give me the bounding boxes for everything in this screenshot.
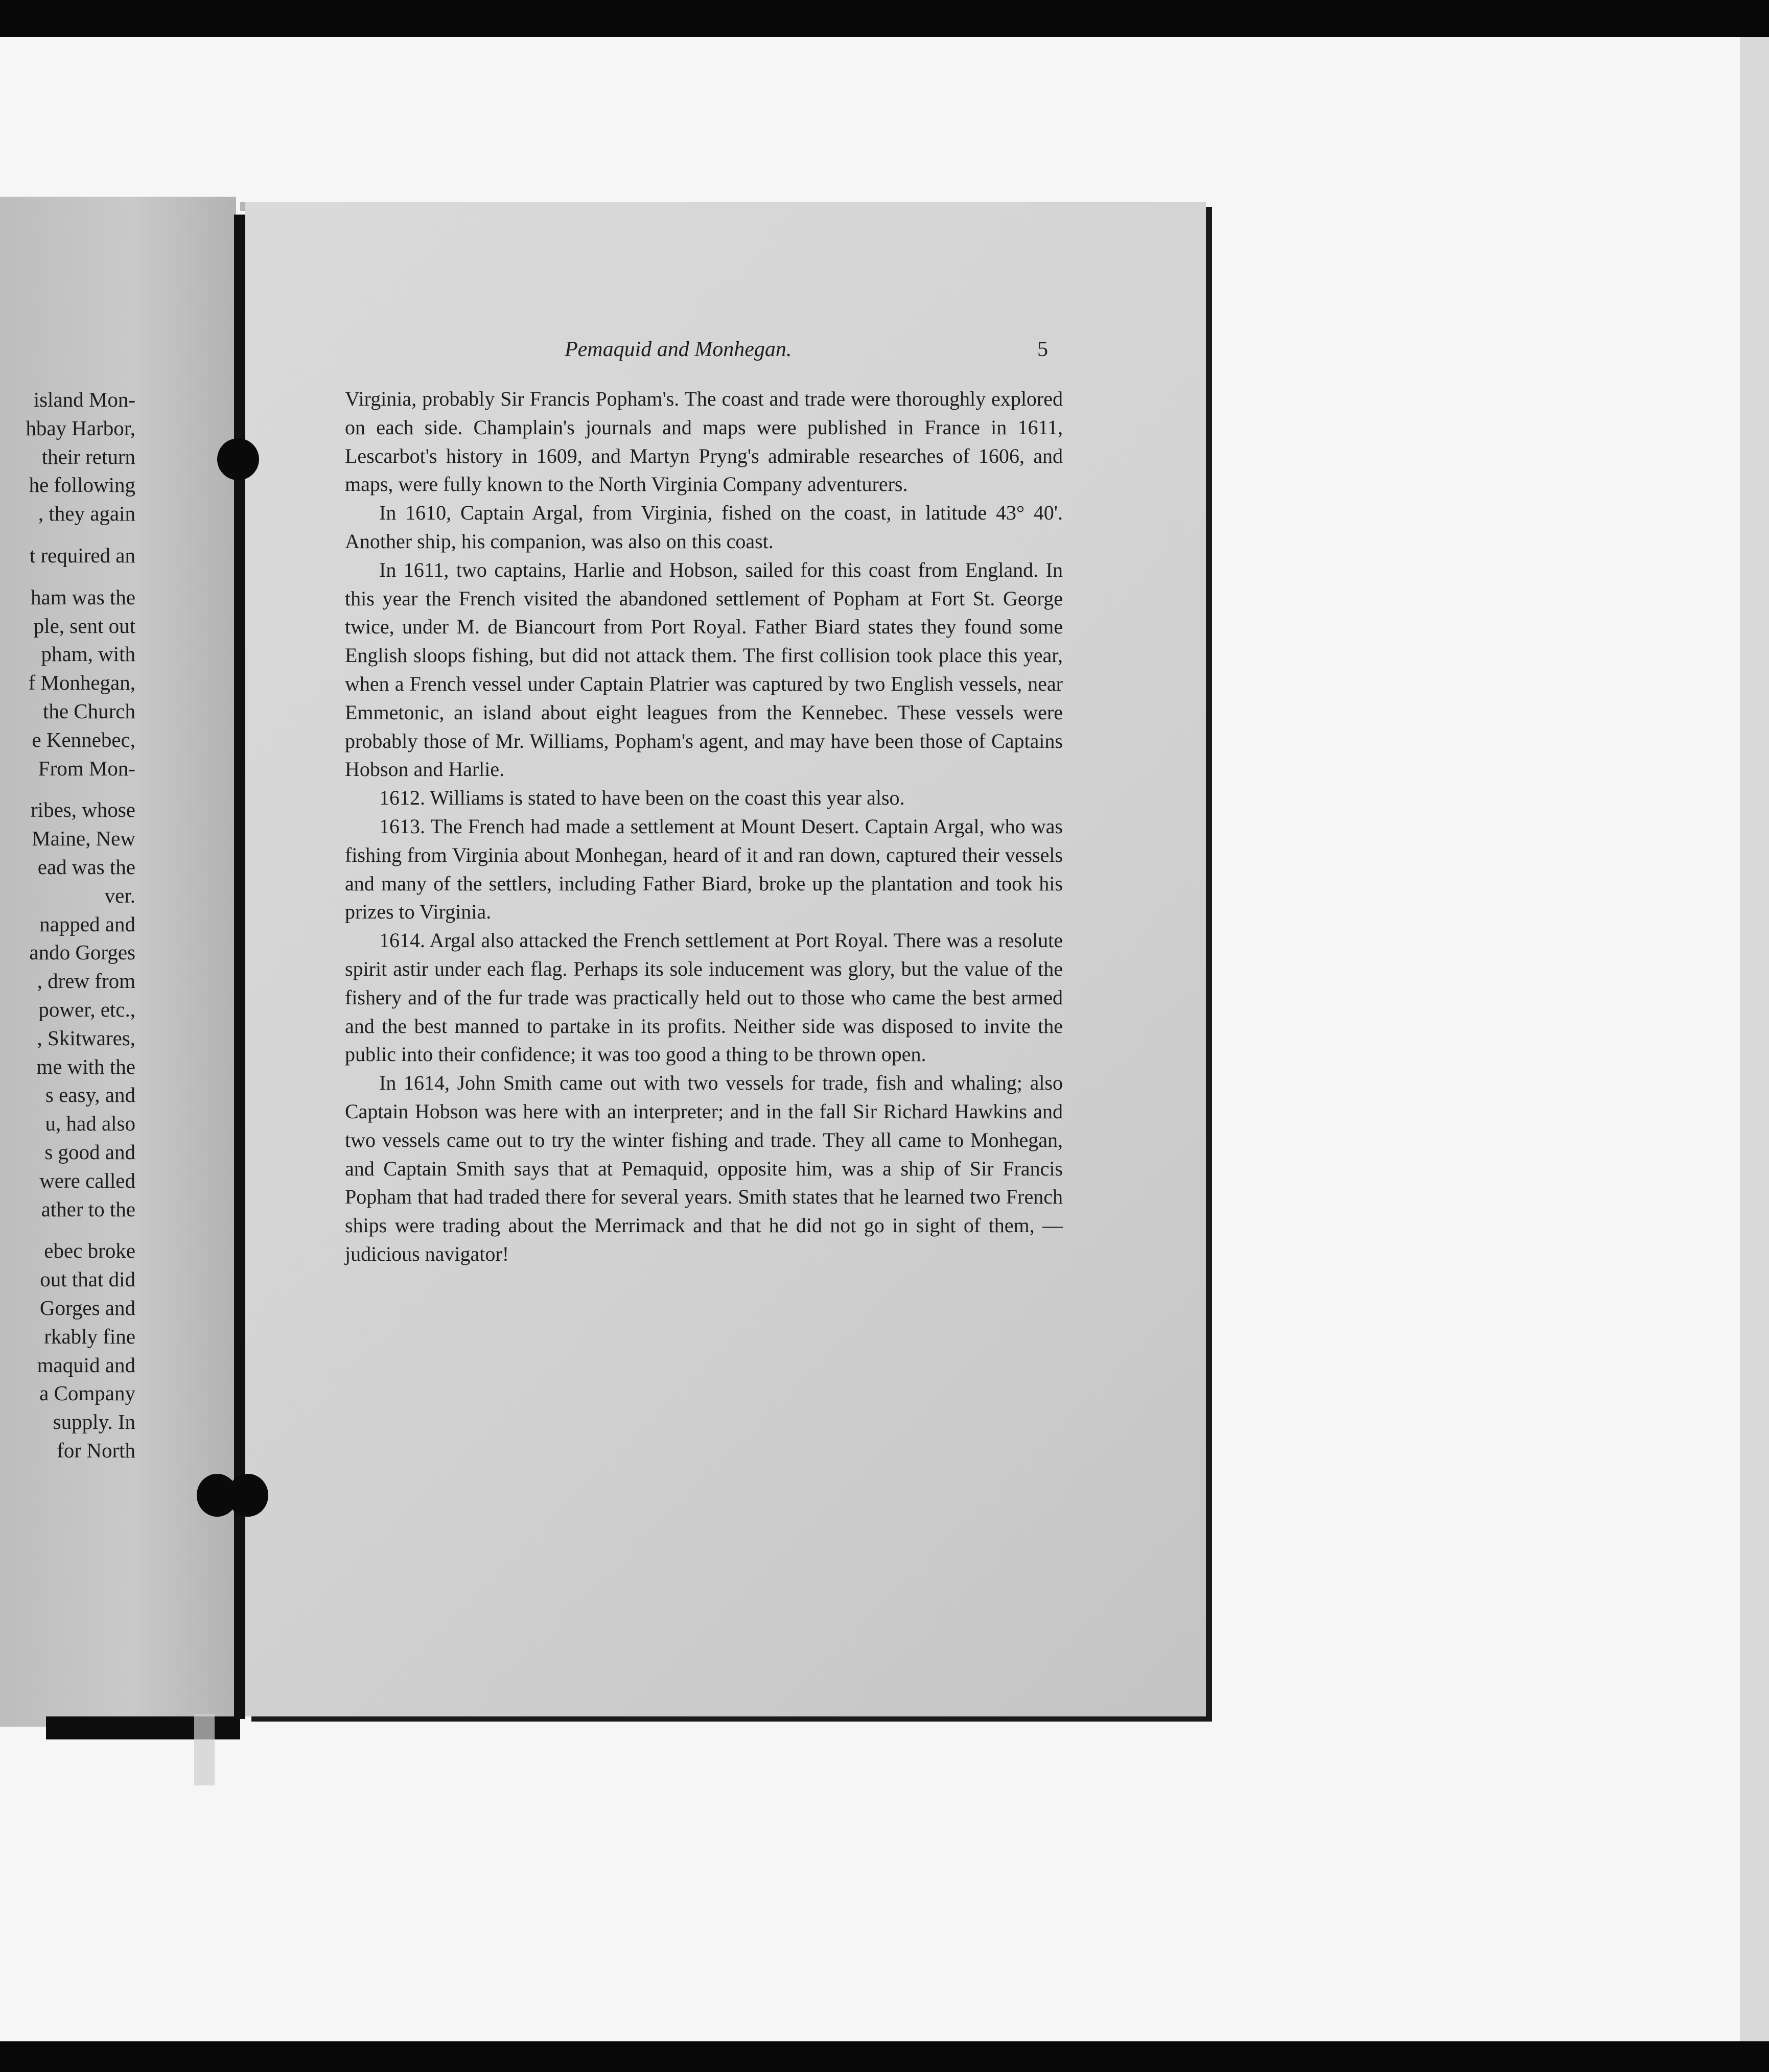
scan-frame-top	[0, 0, 1769, 37]
left-text-fragment: their return	[41, 444, 135, 468]
left-text-fragment: f Monhegan,	[28, 671, 135, 695]
left-text-fragment: u, had also	[45, 1112, 135, 1136]
left-text-fragment: me with the	[36, 1054, 135, 1078]
left-text-fragment: e Kennebec,	[32, 727, 135, 751]
left-text-fragment: ando Gorges	[29, 940, 135, 964]
page-body	[345, 385, 1063, 1268]
left-text-fragment: napped and	[39, 912, 135, 936]
left-text-fragment: s easy, and	[45, 1083, 135, 1107]
left-text-fragment: a Company	[39, 1381, 135, 1405]
left-text-fragment: ple, sent out	[33, 614, 135, 638]
left-text-fragment: ham was the	[31, 585, 135, 609]
paragraph: Virginia, probably Sir Francis Popham's. The coast and trade were thoroughly explored on each side. Champlain's journals and maps were published in France in 1611, Lescarbot's history in 1609, and Martyn Pryng's admirable researches of 1606, and maps, were fully known to the North Virginia Company adventurers.	[345, 387, 1063, 496]
left-text-fragment: rkably fine	[44, 1324, 135, 1348]
left-text-fragment: out that did	[40, 1267, 135, 1291]
paragraph: In 1614, John Smith came out with two vessels for trade, fish and whaling; also Captain Hobson was here with an interpreter; and in the fall Sir Richard Hawkins and two vessels came out to try the winter fishing and trade. They all came to Monhegan, and Captain Smith says that at Pemaquid, opposite him, was a ship of Sir Francis Popham that had traded there for several years. Smith states that he learned two French ships were trading about the Merrimack and that he did not go in sight of them, — judicious navigator!	[345, 1071, 1063, 1265]
paragraph: 1613. The French had made a settlement at Mount Desert. Captain Argal, who was fishing from Virginia about Monhegan, heard of it and ran down, captured their vessels and many of the settlers, including Father Biard, broke up the plantation and took his prizes to Virginia.	[345, 814, 1063, 924]
left-text-fragment: island Mon-	[33, 388, 135, 411]
left-text-fragment: ver.	[104, 883, 135, 907]
running-head: Pemaquid and Monhegan.	[565, 338, 792, 361]
left-text-fragment: the Church	[42, 699, 135, 723]
paragraph: In 1610, Captain Argal, from Virginia, fished on the coast, in latitude 43° 40'. Another ship, his companion, was also on this coast.	[345, 501, 1063, 553]
left-text-fragment: he following	[29, 473, 135, 497]
left-text-fragment: ead was the	[37, 855, 135, 879]
left-text-fragment: hbay Harbor,	[26, 416, 135, 440]
left-text-fragment: supply. In	[53, 1410, 135, 1434]
left-text-fragment: pham, with	[41, 642, 135, 666]
paragraph: In 1611, two captains, Harlie and Hobson, sailed for this coast from England. In this year the French visited the abandoned settlement of Popham at Fort St. George twice, under M. de Biancourt from Port Royal. Father Biard states they found some English sloops fishing, but did not attack them. The first collision took place this year, when a French vessel under Captain Platrier was captured by two English vessels, near Emmetonic, an island about eight leagues from the Kennebec. These vessels were probably those of Mr. Williams, Popham's agent, and may have been those of Captains Hobson and Harlie.	[345, 558, 1063, 781]
binding-hole	[227, 1474, 268, 1517]
left-text-fragment: for North	[57, 1438, 135, 1462]
page-number: 5	[1037, 338, 1048, 361]
scan-edge-strip	[1740, 37, 1769, 2041]
left-text-fragment: ebec broke	[44, 1239, 135, 1263]
left-text-fragment: s good and	[44, 1140, 135, 1164]
left-text-fragment: ribes, whose	[31, 798, 135, 822]
left-page-text	[0, 386, 135, 1465]
scan-frame-bottom	[0, 2041, 1769, 2072]
paragraph: 1614. Argal also attacked the French settlement at Port Royal. There was a resolute spirit astir under each flag. Perhaps its sole inducement was glory, but the value of the fishery and of the fur trade was practically held out to those who came the best armed and the best manned to partake in its profits. Neither side was disposed to invite the public into their confidence; it was too good a thing to be thrown open.	[345, 929, 1063, 1066]
left-text-fragment: power, etc.,	[38, 997, 135, 1021]
binding-thread	[194, 1714, 215, 1785]
left-text-fragment: t required an	[29, 543, 135, 567]
paragraph: 1612. Williams is stated to have been on the coast this year also.	[379, 786, 905, 810]
left-text-fragment: were called	[39, 1168, 135, 1192]
left-text-fragment: ather to the	[41, 1197, 135, 1221]
left-text-fragment: Maine, New	[32, 827, 135, 851]
binding-hole	[217, 438, 259, 480]
left-text-fragment: , drew from	[37, 969, 135, 993]
left-text-fragment: Gorges and	[39, 1296, 135, 1320]
left-text-fragment: From Mon-	[38, 756, 135, 780]
left-text-fragment: maquid and	[37, 1353, 135, 1377]
left-text-fragment: , they again	[38, 502, 135, 526]
left-text-fragment: , Skitwares,	[37, 1026, 135, 1050]
